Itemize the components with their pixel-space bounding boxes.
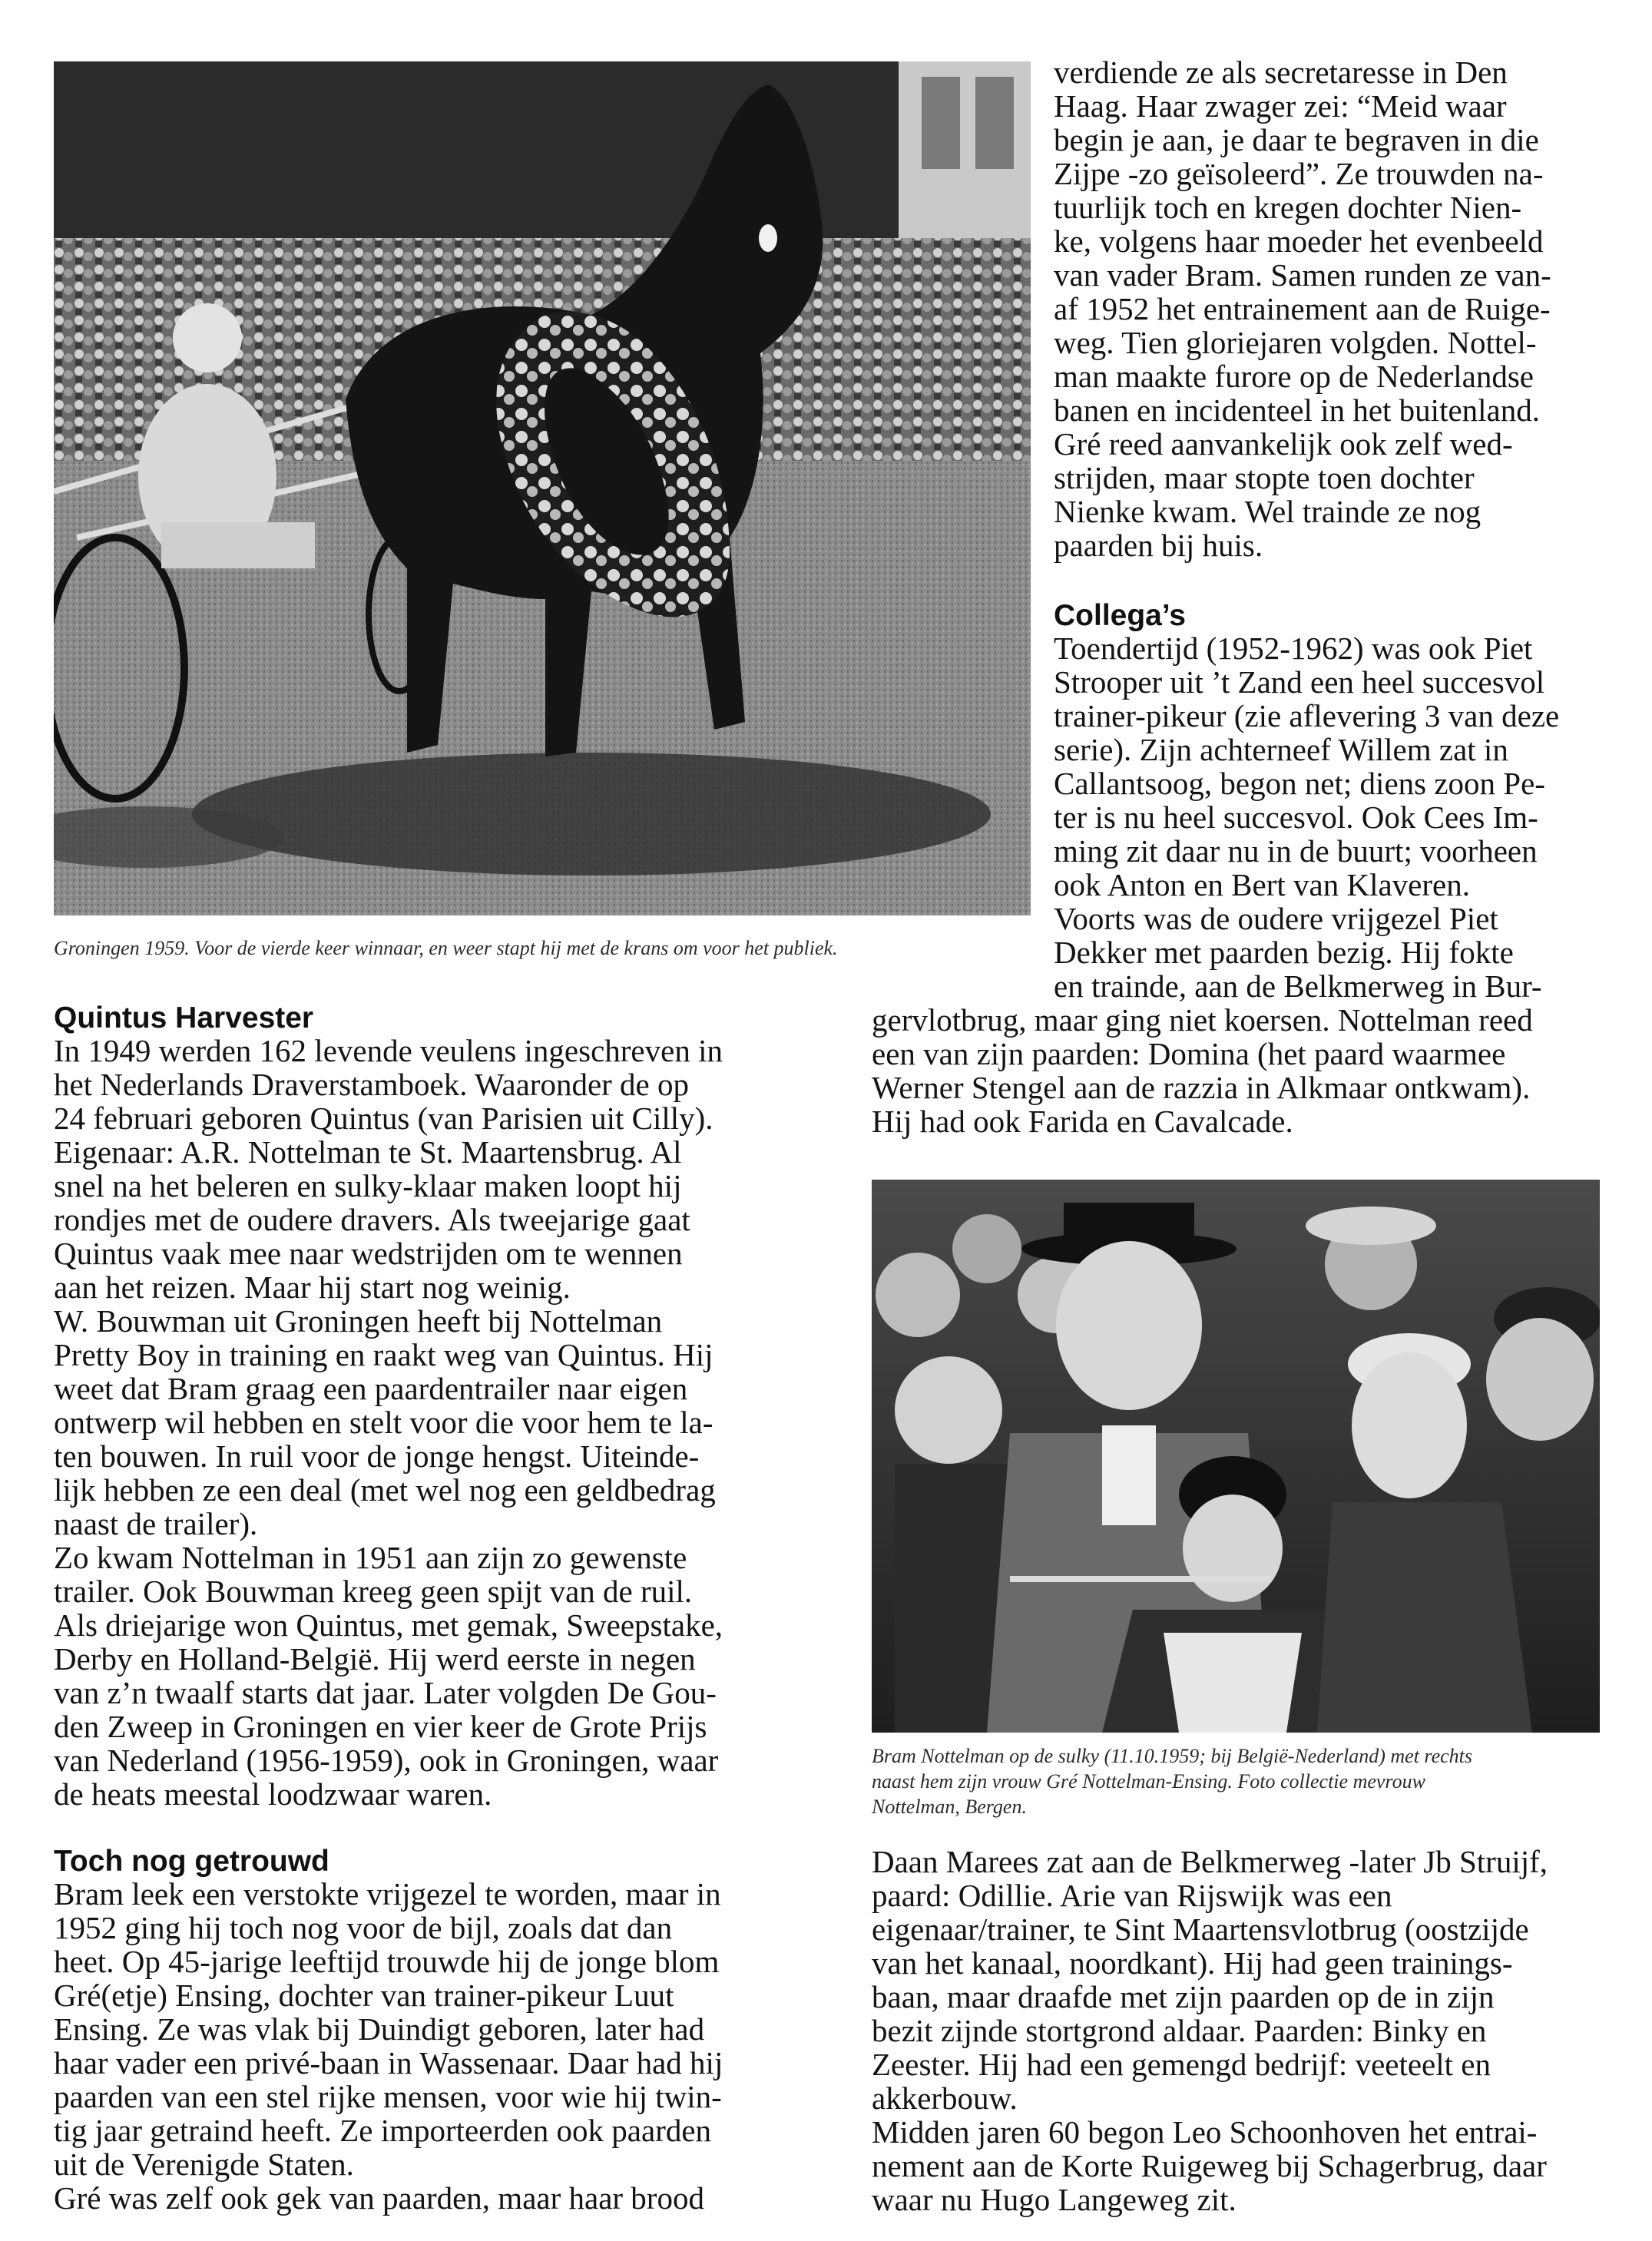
caption-line: Bram Nottelman op de sulky (11.10.1959; bij België-Nederland) met rechts [872,1745,1473,1767]
text-line: tuurlijk toch en kregen dochter Nien- [1054,190,1522,225]
text-line: ke, volgens haar moeder het evenbeeld [1054,223,1544,259]
quintus-column [54,1034,723,1811]
caption-line: naast hem zijn vrouw Gré Nottelman-Ensing. Foto collectie mevrouw [872,1770,1425,1792]
text-line: van vader Bram. Samen runden ze van- [1054,257,1551,293]
text-line: van z’n twaalf starts dat jaar. Later volgden De Gou- [54,1675,717,1710]
daan-column [872,1845,1548,2216]
text-line: W. Bouwman uit Groningen heeft bij Nottelman [54,1303,663,1339]
text-line: Als driejarige won Quintus, met gemak, Sweepstake, [54,1607,723,1643]
text-line: rondjes met de oudere dravers. Als tweejarige gaat [54,1202,690,1237]
text-line: trailer. Ook Bouwman kreeg geen spijt van de ruil. [54,1574,693,1609]
text-line: Hij had ook Farida en Cavalcade. [872,1104,1293,1139]
text-line: Ensing. Ze was vlak bij Duindigt geboren, later had [54,2011,705,2047]
photo-group-portrait-image [872,1180,1600,1733]
text-line: 24 februari geboren Quintus (van Parisien uit Cilly). [54,1101,713,1136]
text-line: bezit zijnde stortgrond aldaar. Paarden: Binky en [872,2013,1487,2048]
text-line: Eigenaar: A.R. Nottelman te St. Maartensbrug. Al [54,1134,682,1170]
collegas-heading: Collega’s [1054,599,1186,632]
text-line: Dekker met paarden bezig. Hij fokte [1054,935,1514,970]
text-line: weg. Tien gloriejaren volgden. Nottel- [1054,325,1537,360]
text-line: haar vader een privé-baan in Wassenaar. Daar had hij [54,2045,723,2080]
text-line: Daan Marees zat aan de Belkmerweg -later Jb Struijf, [872,1844,1548,1879]
text-line: baan, maar draafde met zijn paarden op de in zijn [872,1979,1495,2014]
text-line: Bram leek een verstokte vrijgezel te worden, maar in [54,1876,721,1912]
text-line: een van zijn paarden: Domina (het paard waarmee [872,1036,1506,1071]
text-line: ter is nu heel succesvol. Ook Cees Im- [1054,799,1538,835]
text-line: den Zweep in Groningen en vier keer de Grote Prijs [54,1709,707,1744]
text-line: ten bouwen. In ruil voor de jonge hengst. Uiteinde- [54,1438,700,1474]
text-line: aan het reizen. Maar hij start nog weinig. [54,1269,571,1305]
text-line: weet dat Bram graag een paardentrailer naar eigen [54,1371,688,1406]
text-line: Quintus vaak mee naar wedstrijden om te wennen [54,1236,683,1271]
collegas-column [1054,631,1559,1003]
text-line: heet. Op 45-jarige leeftijd trouwde hij de jonge blom [54,1944,720,1979]
text-line: en trainde, aan de Belkmerweg in Bur- [1054,968,1542,1004]
text-line: serie). Zijn achterneef Willem zat in [1054,732,1508,767]
text-line: Zeester. Hij had een gemengd bedrijf: veeteelt en [872,2047,1491,2082]
text-line: Haag. Haar zwager zei: “Meid waar [1054,88,1507,124]
text-line: Werner Stengel aan de razzia in Alkmaar ontkwam). [872,1070,1531,1105]
text-line: Gré(etje) Ensing, dochter van trainer-pikeur Luut [54,1978,674,2013]
text-line: de heats meestal loodzwaar waren. [54,1776,492,1812]
caption-line: Nottelman, Bergen. [872,1796,1027,1818]
text-line: paard: Odillie. Arie van Rijswijk was een [872,1878,1392,1913]
text-line: Callantsoog, begon net; diens zoon Pe- [1054,766,1545,801]
text-line: 1952 ging hij toch nog voor de bijl, zoals dat dan [54,1910,673,1945]
text-line: akkerbouw. [872,2080,1018,2116]
text-line: nement aan de Korte Ruigeweg bij Schagerbrug, daar [872,2148,1547,2183]
photo-horse-wreath [54,61,1031,915]
text-line: paarden bij huis. [1054,528,1263,563]
getrouwd-heading: Toch nog getrouwd [54,1845,329,1878]
text-line: lijk hebben ze een deal (met wel nog een geldbedrag [54,1472,716,1508]
text-line: Midden jaren 60 begon Leo Schoonhoven het entrai- [872,2114,1538,2150]
text-line: naast de trailer). [54,1506,258,1541]
text-line: ontwerp wil hebben en stelt voor die voor hem te la- [54,1405,713,1440]
photo-horse-wreath-image [54,61,1031,915]
text-line: verdiende ze als secretaresse in Den [1054,55,1508,90]
text-line: banen en incidenteel in het buitenland. [1054,392,1540,428]
text-line: uit de Verenigde Staten. [54,2147,354,2182]
text-line: Derby en Holland-België. Hij werd eerste in negen [54,1641,696,1677]
photo-horse-wreath-caption: Groningen 1959. Voor de vierde keer winnaar, en weer stapt hij met de krans om voor het publiek. [54,937,838,959]
text-line: eigenaar/trainer, te Sint Maartensvlotbrug (oostzijde [872,1912,1529,1947]
text-line: van het kanaal, noordkant). Hij had geen trainings- [872,1945,1513,1981]
text-line: paarden van een stel rijke mensen, voor wie hij twin- [54,2079,722,2114]
quintus-heading: Quintus Harvester [54,1001,314,1034]
photo-group-portrait-caption [872,1743,1472,1819]
text-line: het Nederlands Draverstamboek. Waaronder de op [54,1067,690,1102]
text-line: af 1952 het entrainement aan de Ruige- [1054,291,1551,326]
text-line: Strooper uit ’t Zand een heel succesvol [1054,664,1545,700]
text-line: tig jaar getraind heeft. Ze importeerden ook paarden [54,2113,712,2148]
text-line: Voorts was de oudere vrijgezel Piet [1054,901,1498,936]
text-line: man maakte furore op de Nederlandse [1054,359,1534,394]
text-line: Toendertijd (1952-1962) was ook Piet [1054,631,1533,666]
text-line: Zijpe -zo geïsoleerd”. Ze trouwden na- [1054,156,1544,191]
text-line: begin je aan, je daar te begraven in die [1054,122,1539,157]
text-line: strijden, maar stopte toen dochter [1054,460,1475,495]
text-line: Gré was zelf ook gek van paarden, maar haar brood [54,2180,704,2216]
text-line: Zo kwam Nottelman in 1951 aan zijn zo gewenste [54,1540,687,1575]
text-line: trainer-pikeur (zie aflevering 3 van deze [1054,698,1560,733]
right-top-column [1054,55,1551,562]
text-line: ook Anton en Bert van Klaveren. [1054,867,1470,902]
collegas-wide-column [872,1003,1533,1138]
text-line: In 1949 werden 162 levende veulens ingeschreven in [54,1033,723,1068]
text-line: Pretty Boy in training en raakt weg van Quintus. Hij [54,1337,713,1372]
text-line: ming zit daar nu in de buurt; voorheen [1054,833,1538,869]
getrouwd-column [54,1877,723,2215]
text-line: waar nu Hugo Langeweg zit. [872,2182,1237,2217]
text-line: Gré reed aanvankelijk ook zelf wed- [1054,426,1513,462]
photo-group-portrait [872,1180,1600,1733]
text-line: snel na het beleren en sulky-klaar maken loopt hij [54,1168,682,1203]
text-line: van Nederland (1956-1959), ook in Groningen, waar [54,1743,719,1778]
text-line: gervlotbrug, maar ging niet koersen. Nottelman reed [872,1002,1533,1038]
text-line: Nienke kwam. Wel trainde ze nog [1054,494,1482,529]
